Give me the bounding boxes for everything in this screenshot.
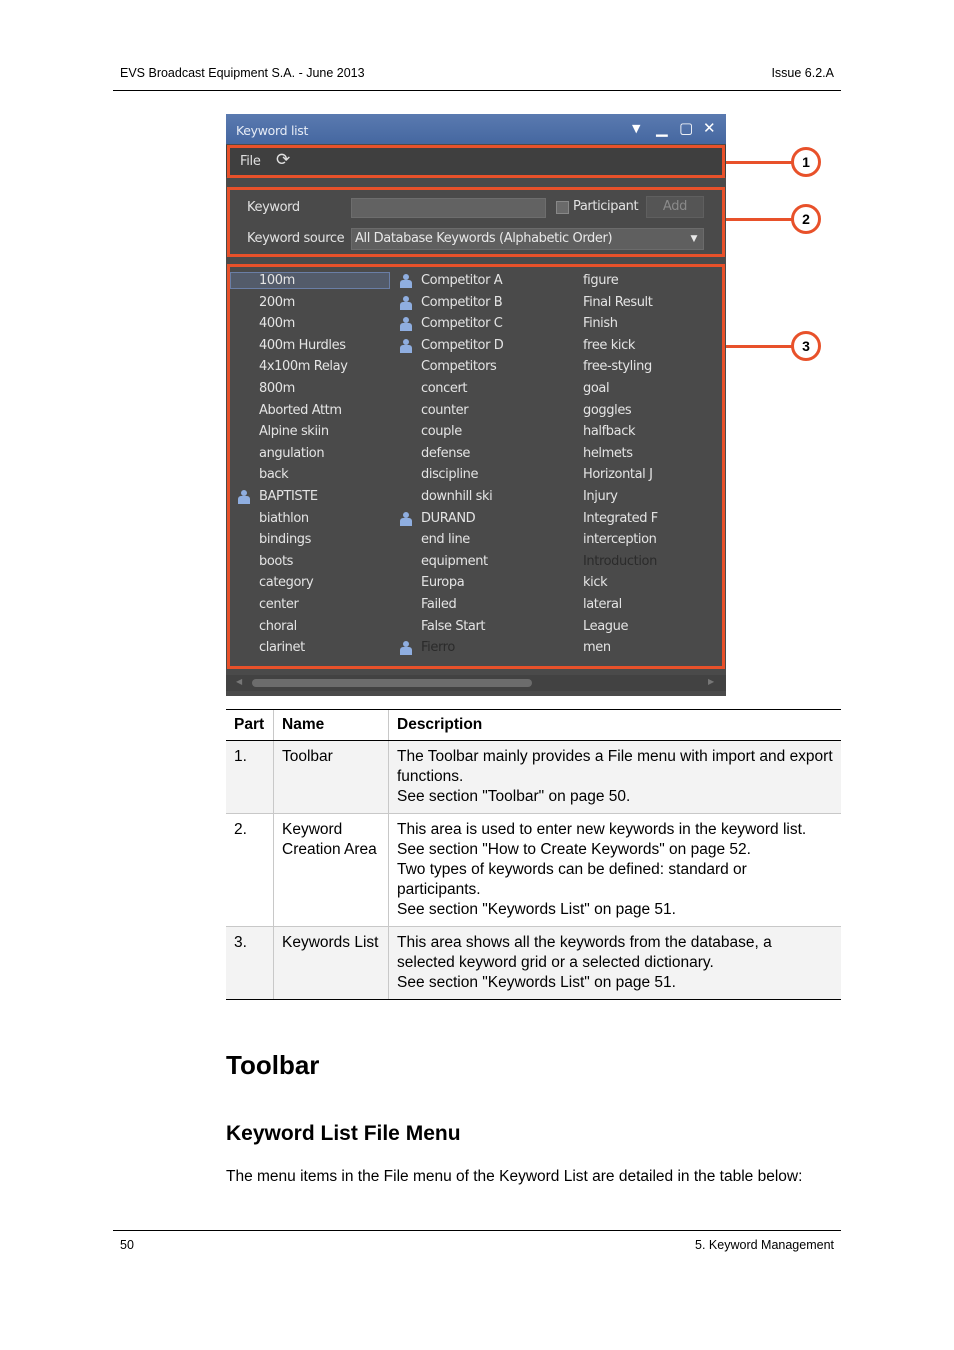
keyword-item[interactable]: interception: [583, 532, 657, 548]
keyword-item[interactable]: defense: [421, 445, 471, 461]
keyword-item[interactable]: halfback: [583, 424, 636, 440]
keyword-item[interactable]: men: [583, 640, 611, 656]
callout-line-1: [726, 161, 792, 164]
scrollbar-thumb[interactable]: [252, 679, 532, 687]
keyword-item[interactable]: Finish: [583, 316, 618, 332]
keyword-item[interactable]: equipment: [421, 553, 488, 569]
keyword-item[interactable]: 100m: [231, 273, 389, 288]
keyword-item[interactable]: Injury: [583, 489, 618, 504]
keyword-item[interactable]: helmets: [583, 445, 633, 461]
keyword-item[interactable]: choral: [259, 618, 297, 634]
participant-label: Participant: [573, 199, 639, 214]
callout-1: 1: [791, 147, 821, 177]
col-header-part: Part: [226, 710, 274, 741]
cell-description: This area shows all the keywords from the database, a selected keyword grid or a selected dictionary. See section "Keywords List" on page 51.: [389, 927, 842, 1000]
keyword-item[interactable]: biathlon: [259, 510, 309, 526]
section-title: Toolbar: [226, 1050, 320, 1080]
table-row: [226, 814, 841, 927]
keyword-item[interactable]: couple: [421, 424, 462, 440]
minimize-icon[interactable]: ▁: [656, 119, 668, 137]
cell-name: Toolbar: [274, 741, 389, 814]
col-header-description: Description: [389, 710, 842, 741]
keyword-item[interactable]: bindings: [259, 532, 312, 548]
highlight-toolbar: [227, 145, 725, 178]
cell-name: Keywords List: [274, 927, 389, 1000]
cell-description: This area is used to enter new keywords in the keyword list. See section "How to Create Keywords" on page 52. Two types of keywords can be defined: standard or participants. See section "Keywords List" on page 51.: [389, 814, 842, 927]
parts-table: [226, 709, 841, 1000]
scroll-right-icon[interactable]: ▶: [708, 677, 715, 686]
keyword-item[interactable]: clarinet: [259, 640, 305, 656]
keyword-item[interactable]: concert: [421, 381, 468, 396]
table-row: [226, 741, 841, 814]
horizontal-scrollbar[interactable]: [226, 675, 726, 691]
keyword-item[interactable]: downhill ski: [421, 489, 493, 504]
callout-3: 3: [791, 331, 821, 361]
header-left: EVS Broadcast Equipment S.A. - June 2013: [120, 66, 365, 80]
chevron-down-icon: ▼: [690, 234, 697, 244]
keyword-item[interactable]: 4x100m Relay: [259, 359, 348, 375]
keyword-item[interactable]: free kick: [583, 337, 635, 353]
refresh-icon[interactable]: ⟳: [276, 150, 291, 170]
keyword-source-label: Keyword source: [247, 231, 345, 246]
keyword-item[interactable]: goggles: [583, 402, 632, 418]
keyword-item[interactable]: angulation: [259, 445, 325, 461]
window-titlebar: [226, 114, 726, 144]
keyword-item[interactable]: Alpine skiin: [259, 424, 329, 440]
keyword-item[interactable]: False Start: [421, 618, 486, 634]
keyword-item[interactable]: boots: [259, 553, 294, 569]
callout-line-3: [726, 345, 792, 348]
keyword-item[interactable]: Aborted Attm: [259, 402, 342, 418]
table-row: [226, 927, 841, 1000]
keyword-item[interactable]: Fierro: [421, 640, 455, 656]
callout-2: 2: [791, 204, 821, 234]
cell-part: 3.: [226, 927, 274, 1000]
add-button[interactable]: Add: [646, 196, 704, 218]
keyword-item[interactable]: figure: [583, 273, 619, 288]
keyword-item[interactable]: Final Result: [583, 294, 653, 310]
highlight-keyword-area: [227, 187, 725, 257]
keyword-item[interactable]: lateral: [583, 597, 622, 612]
keyword-item[interactable]: category: [259, 575, 314, 591]
keyword-item[interactable]: 400m Hurdles: [259, 337, 346, 353]
keyword-item[interactable]: kick: [583, 575, 608, 591]
keyword-item[interactable]: Competitors: [421, 359, 497, 375]
keyword-item[interactable]: BAPTISTE: [259, 489, 318, 504]
cell-description: The Toolbar mainly provides a File menu with import and export functions. See section "Toolbar" on page 50.: [389, 741, 842, 814]
keyword-source-value: All Database Keywords (Alphabetic Order): [355, 231, 613, 246]
keyword-item[interactable]: League: [583, 618, 629, 634]
keyword-item[interactable]: 400m: [259, 316, 295, 332]
keyword-item[interactable]: discipline: [421, 467, 479, 483]
keyword-item[interactable]: Failed: [421, 597, 457, 612]
keyword-item[interactable]: Introduction: [583, 553, 657, 569]
header-rule: [113, 90, 841, 91]
keyword-item[interactable]: center: [259, 597, 299, 612]
keyword-item[interactable]: Competitor B: [421, 294, 503, 310]
col-header-name: Name: [274, 710, 389, 741]
cell-name: Keyword Creation Area: [274, 814, 389, 927]
file-menu[interactable]: File: [240, 154, 261, 169]
footer-chapter: 5. Keyword Management: [695, 1238, 834, 1252]
keyword-item[interactable]: DURAND: [421, 510, 476, 526]
header-right: Issue 6.2.A: [771, 66, 834, 80]
keyword-list-screenshot: [226, 114, 726, 696]
keyword-item[interactable]: Competitor C: [421, 316, 503, 332]
cell-part: 1.: [226, 741, 274, 814]
keyword-item[interactable]: Europa: [421, 575, 465, 591]
maximize-icon[interactable]: ▢: [679, 119, 694, 137]
keyword-item[interactable]: Horizontal J: [583, 467, 653, 483]
keyword-item[interactable]: counter: [421, 402, 469, 418]
close-icon[interactable]: ✕: [703, 119, 716, 137]
keyword-item[interactable]: 200m: [259, 294, 295, 310]
window-title: Keyword list: [236, 123, 309, 138]
keyword-item[interactable]: free-styling: [583, 359, 652, 375]
dropdown-icon[interactable]: ▼: [632, 122, 641, 135]
keyword-label: Keyword: [247, 200, 300, 215]
callout-line-2: [726, 218, 792, 221]
highlight-keywords-list: [227, 264, 725, 669]
keyword-item[interactable]: Competitor D: [421, 337, 504, 353]
keyword-item[interactable]: goal: [583, 381, 610, 396]
cell-part: 2.: [226, 814, 274, 927]
footer-rule: [113, 1230, 841, 1231]
keyword-item[interactable]: Competitor A: [421, 273, 503, 288]
keyword-item[interactable]: back: [259, 467, 289, 483]
keyword-item[interactable]: Integrated F: [583, 510, 658, 526]
subsection-title: Keyword List File Menu: [226, 1122, 461, 1145]
page-number: 50: [120, 1238, 134, 1252]
scroll-left-icon[interactable]: ◀: [236, 677, 243, 686]
keyword-item[interactable]: 800m: [259, 381, 295, 396]
keyword-item[interactable]: end line: [421, 532, 470, 548]
body-paragraph: The menu items in the File menu of the Keyword List are detailed in the table below:: [226, 1168, 803, 1185]
